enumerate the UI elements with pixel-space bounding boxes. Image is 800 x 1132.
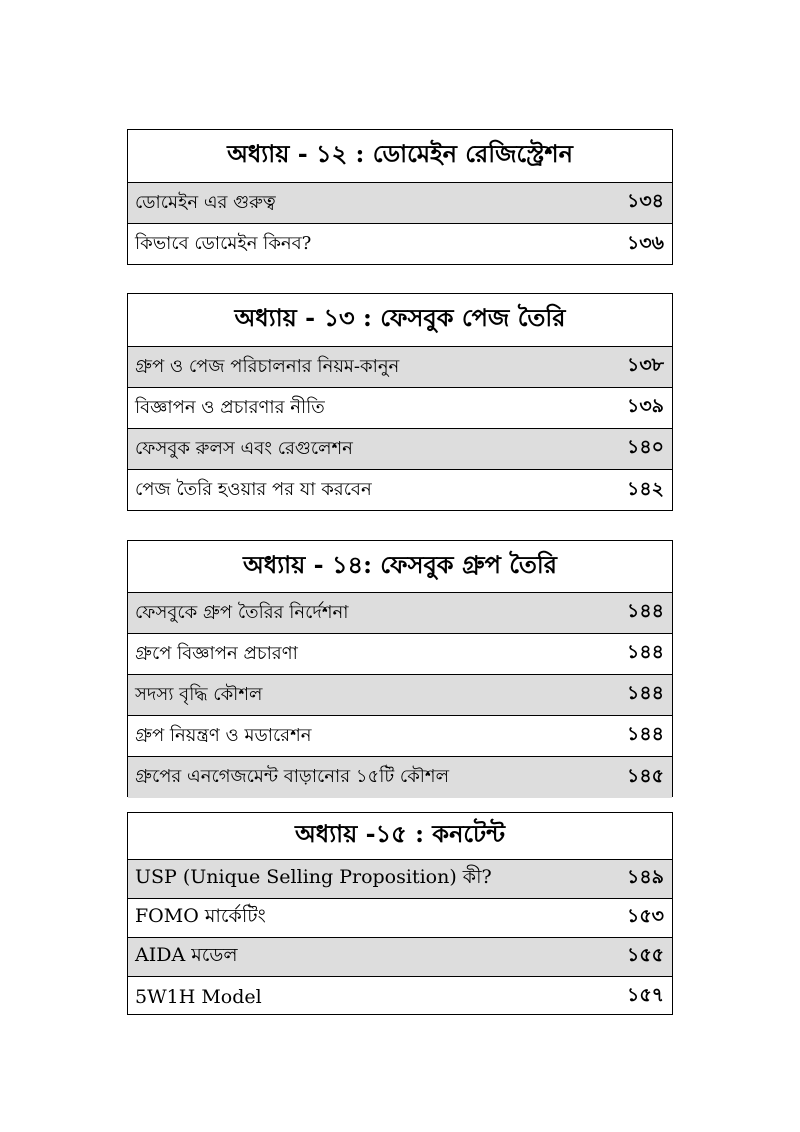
toc-entry-title: ডোমেইন এর গুরুত্ব [135, 191, 276, 213]
toc-entry-page: ১৩৪ [626, 190, 664, 212]
toc-entry-page: ১৪৪ [627, 723, 664, 745]
toc-row [128, 938, 672, 977]
chapter-heading: অধ্যায় - ১৪: ফেসবুক গ্রুপ তৈরি [128, 541, 672, 593]
toc-row [128, 716, 672, 757]
toc-entry-title: কিভাবে ডোমেইন কিনব? [135, 233, 312, 254]
toc-entry-page: ১৩৮ [626, 354, 664, 376]
toc-row [128, 224, 672, 265]
chapter-heading: অধ্যায় - ১২ : ডোমেইন রেজিস্ট্রেশন [128, 130, 672, 183]
toc-entry-title: USP (Unique Selling Proposition) কী? [135, 866, 492, 888]
toc-row [128, 977, 672, 1016]
toc-entry-title: ফেসবুক রুলস এবং রেগুলেশন [135, 437, 353, 459]
toc-entry-page: ১৫৭ [626, 983, 664, 1006]
toc-entry-page: ১৫৩ [626, 905, 664, 927]
toc-entry-title: বিজ্ঞাপন ও প্রচারণার নীতি [135, 396, 325, 418]
toc-row [128, 757, 672, 798]
toc-entry-title: পেজ তৈরি হওয়ার পর যা করবেন [135, 479, 372, 500]
toc-entry-page: ১৪৪ [627, 600, 664, 622]
toc-entry-page: ১৪০ [626, 436, 664, 458]
toc-entry-title: গ্রুপ নিয়ন্ত্রণ ও মডারেশন [135, 724, 312, 746]
toc-entry-page: ১৪২ [626, 477, 664, 500]
chapter-heading: অধ্যায় - ১৩ : ফেসবুক পেজ তৈরি [128, 294, 672, 347]
toc-entry-page: ১৪৪ [627, 641, 664, 663]
toc-entry-title: গ্রুপে বিজ্ঞাপন প্রচারণা [135, 642, 298, 664]
chapter-heading: অধ্যায় -১৫ : কনটেন্ট [128, 813, 672, 860]
toc-row [128, 470, 672, 511]
toc-entry-page: ১৫৫ [627, 944, 664, 966]
toc-row [128, 183, 672, 224]
toc-row [128, 347, 672, 388]
toc-row [128, 429, 672, 470]
chapter-14-toc [127, 540, 673, 797]
toc-entry-page: ১৩৬ [626, 231, 664, 254]
toc-row [128, 860, 672, 899]
toc-entry-title: গ্রুপের এনগেজমেন্ট বাড়ানোর ১৫টি কৌশল [135, 766, 449, 787]
toc-row [128, 899, 672, 938]
chapter-12-toc [127, 129, 673, 265]
toc-entry-title: সদস্য বৃদ্ধি কৌশল [135, 683, 263, 705]
toc-entry-title: গ্রুপ ও পেজ পরিচালনার নিয়ম-কানুন [135, 355, 400, 377]
toc-entry-page: ১৪৪ [627, 682, 664, 704]
toc-entry-title: 5W1H Model [135, 985, 262, 1008]
toc-entry-title: FOMO মার্কেটিং [135, 905, 266, 927]
toc-row [128, 593, 672, 634]
toc-entry-page: ১৪৫ [627, 764, 664, 787]
toc-entry-title: ফেসবুকে গ্রুপ তৈরির নির্দেশনা [135, 601, 349, 623]
toc-entry-page: ১৩৯ [626, 395, 664, 417]
toc-row [128, 675, 672, 716]
toc-row [128, 388, 672, 429]
toc-entry-page: ১৪৯ [627, 866, 664, 888]
chapter-13-toc [127, 293, 673, 511]
chapter-15-toc [127, 812, 673, 1015]
toc-row [128, 634, 672, 675]
toc-entry-title: AIDA মডেল [135, 944, 238, 966]
